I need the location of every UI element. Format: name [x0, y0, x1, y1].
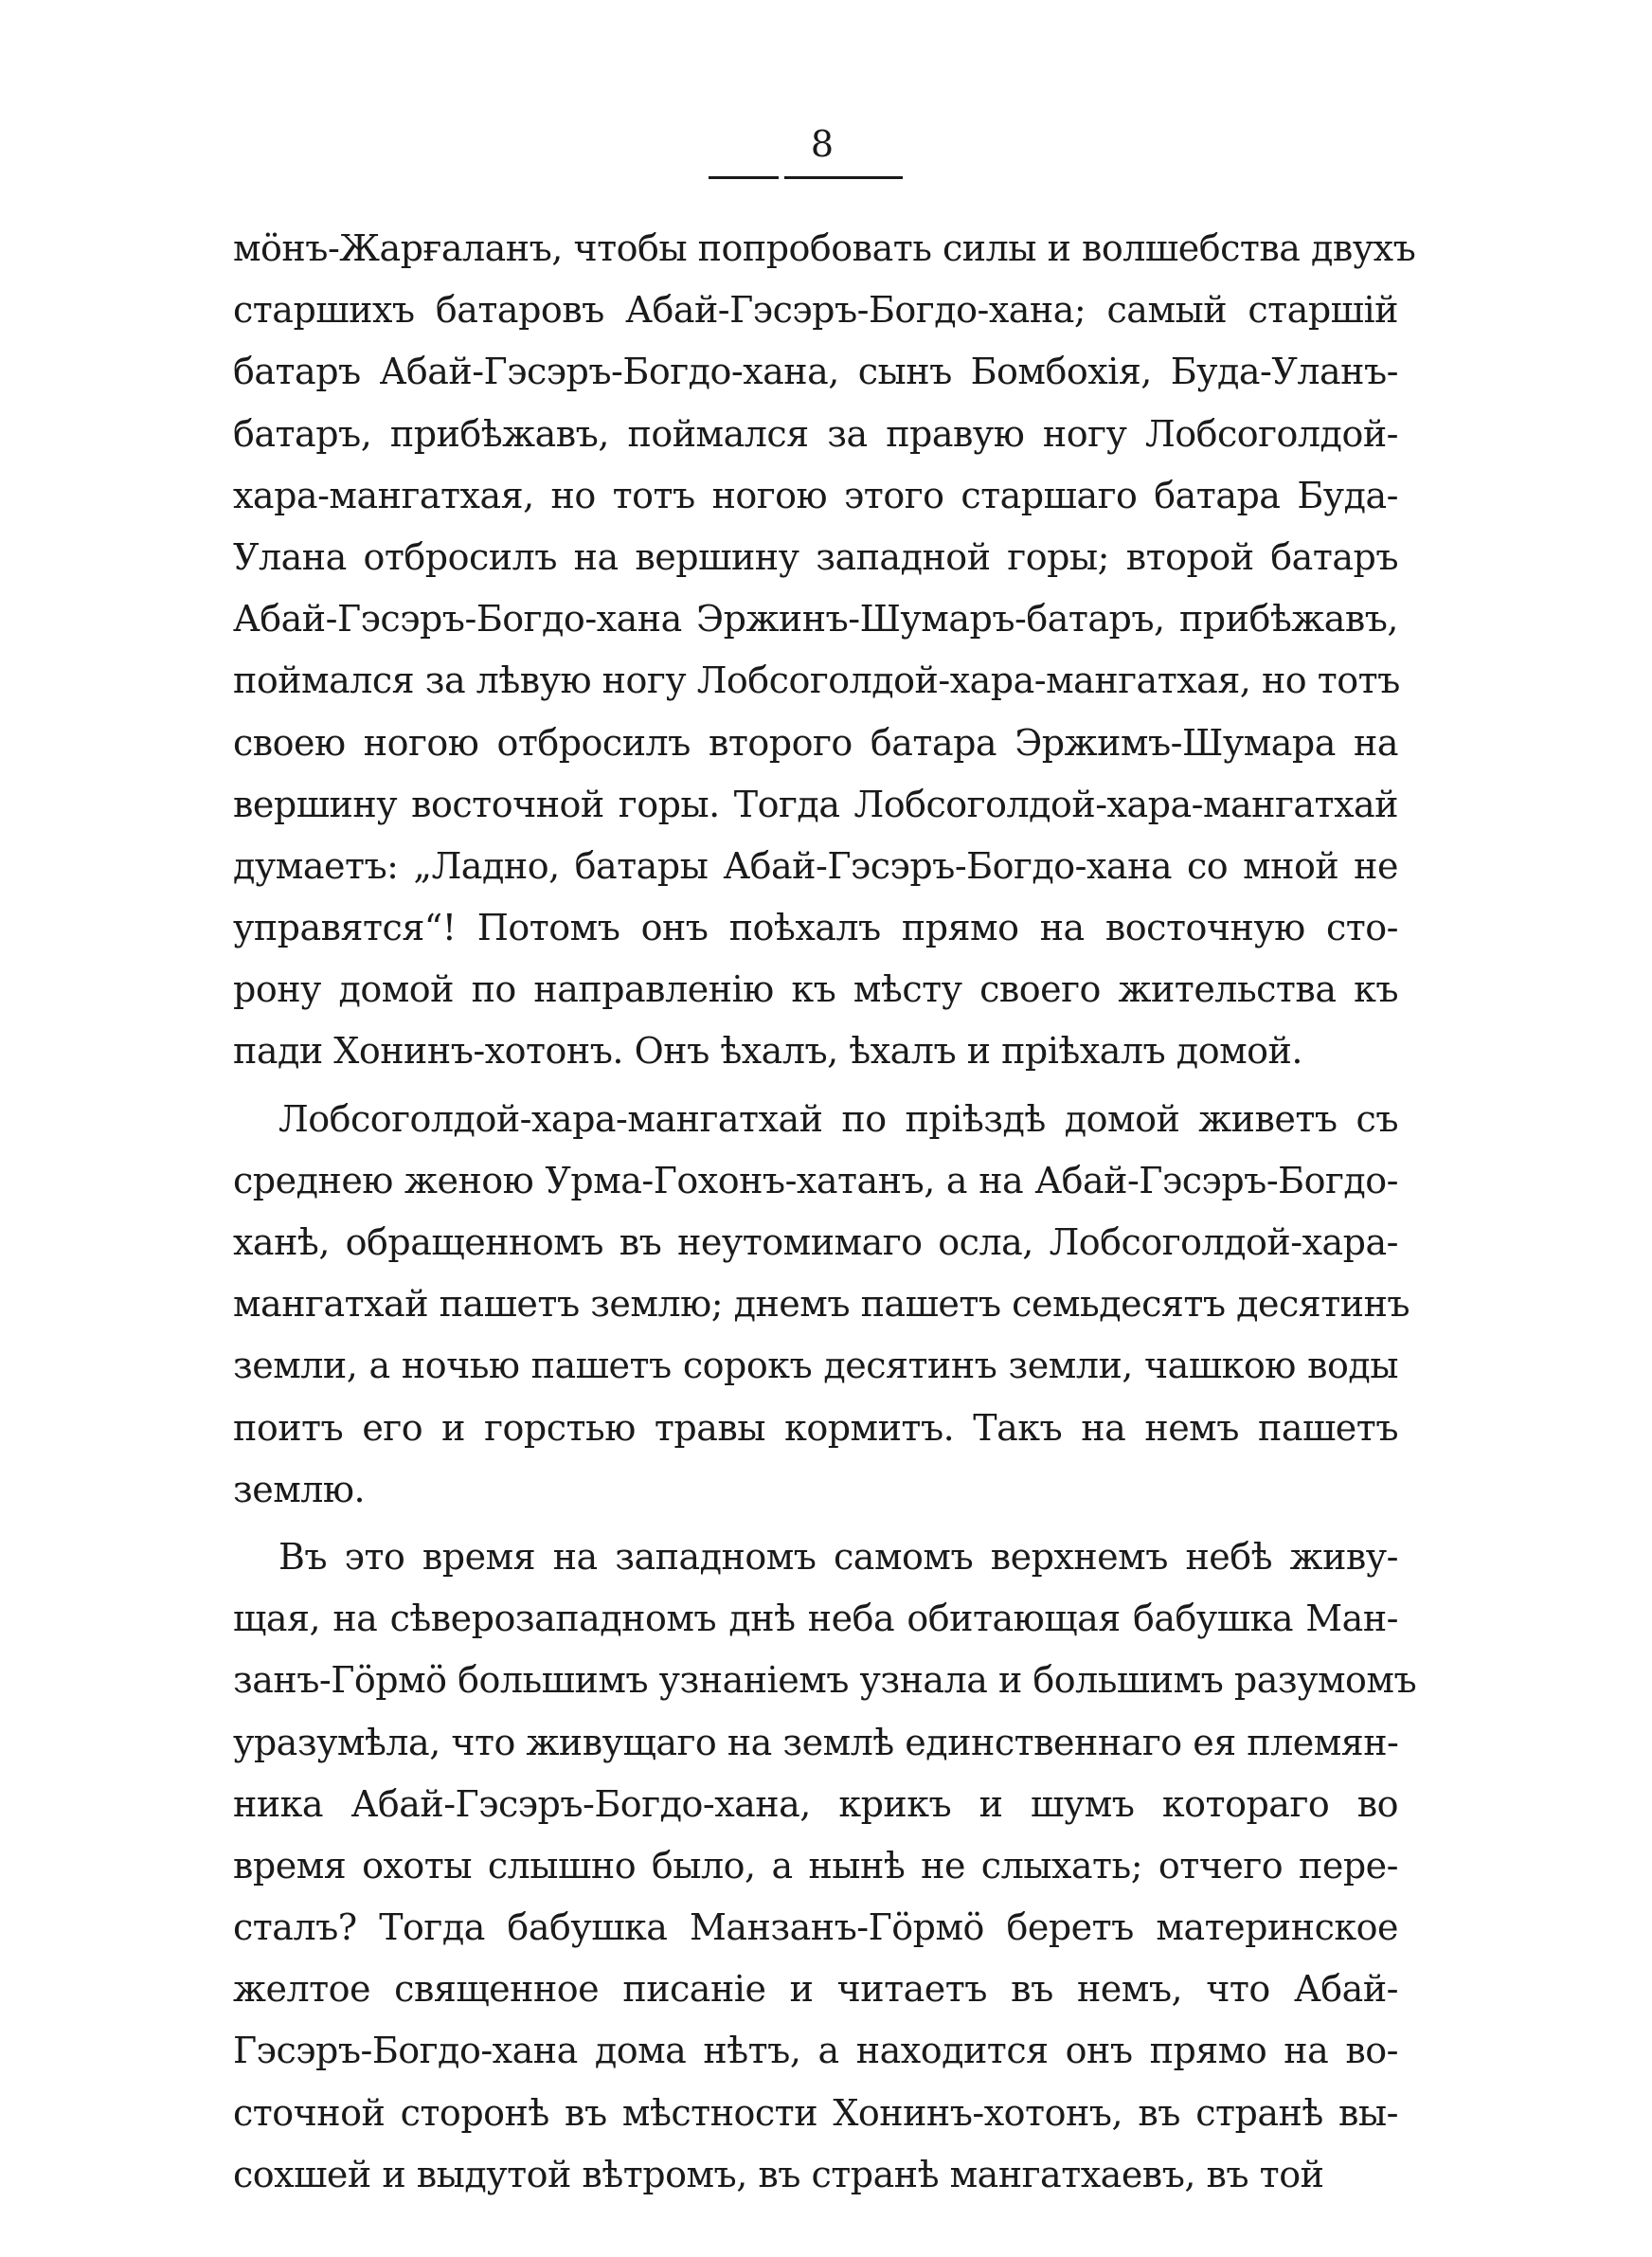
text-line: среднею женою Урма-Гохонъ-хатанъ, а на Абай-Гэсэръ-Богдо-	[233, 1159, 1398, 1201]
text-line: землю.	[233, 1468, 366, 1510]
text-line: батаръ Абай-Гэсэръ-Богдо-хана, сынъ Бомбохія, Буда-Уланъ-	[233, 351, 1398, 393]
text-line: Абай-Гэсэръ-Богдо-хана Эржинъ-Шумаръ-батаръ, прибѣжавъ,	[233, 598, 1398, 641]
header-rule-right	[784, 176, 903, 179]
text-line: сохшей и выдутой вѣтромъ, въ странѣ мангатхаевъ, въ той	[233, 2153, 1324, 2195]
page-header	[0, 121, 1652, 188]
text-line: хара-мангатхая, но тотъ ногою этого старшаго батара Буда-	[233, 474, 1398, 516]
text-line: управятся“! Потомъ онъ поѣхалъ прямо на восточную сто-	[233, 907, 1398, 949]
text-line: Лобсоголдой-хара-мангатхай по пріѣздѣ домой живетъ съ	[278, 1097, 1398, 1140]
text-line: поитъ его и горстью травы кормитъ. Такъ на немъ пашетъ	[233, 1406, 1398, 1449]
text-line: вершину восточной горы. Тогда Лобсоголдой-хара-мангатхай	[233, 783, 1398, 825]
body-text	[233, 218, 1417, 2206]
text-line: старшихъ батаровъ Абай-Гэсэръ-Богдо-хана; самый старшій	[233, 289, 1398, 332]
header-rule-left	[709, 176, 779, 179]
text-line: желтое священное писаніе и читаетъ въ немъ, что Абай-	[233, 1968, 1398, 2011]
text-line: батаръ, прибѣжавъ, поймался за правую ногу Лобсоголдой-	[233, 412, 1398, 455]
text-line: ника Абай-Гэсэръ-Богдо-хана, крикъ и шумъ котораго во	[233, 1782, 1398, 1825]
text-line: ханѣ, обращенномъ въ неутомимаго осла, Лобсоголдой-хара-	[233, 1221, 1398, 1263]
text-line: рону домой по направленію къ мѣсту своего жительства къ	[233, 968, 1398, 1011]
text-line: занъ-Гöрмö большимъ узнаніемъ узнала и большимъ разумомъ	[233, 1659, 1417, 1702]
text-line: сталъ? Тогда бабушка Манзанъ-Гöрмö беретъ материнское	[233, 1906, 1398, 1949]
text-line: Улана отбросилъ на вершину западной горы; второй батаръ	[233, 535, 1398, 578]
text-line: Въ это время на западномъ самомъ верхнемъ небѣ живу-	[278, 1535, 1398, 1578]
text-line: поймался за лѣвую ногу Лобсоголдой-хара-мангатхая, но тотъ	[233, 659, 1400, 702]
text-line: мангатхай пашетъ землю; днемъ пашетъ семьдесятъ десятинъ	[233, 1283, 1410, 1326]
text-line: пади Хонинъ-хотонъ. Онъ ѣхалъ, ѣхалъ и пріѣхалъ домой.	[233, 1030, 1302, 1073]
text-line: мöнъ-Жарғаланъ, чтобы попробовать силы и волшебства двухъ	[233, 227, 1416, 269]
text-line: своею ногою отбросилъ второго батара Эржимъ-Шумара на	[233, 721, 1398, 764]
text-line: земли, а ночью пашетъ сорокъ десятинъ земли, чашкою воды	[233, 1345, 1398, 1387]
text-line: время охоты слышно было, а нынѣ не слыхать; отчего пере-	[233, 1844, 1398, 1887]
text-line: думаетъ: „Ладно, батары Абай-Гэсэръ-Богдо-хана со мной не	[233, 844, 1398, 887]
page-number: 8	[810, 123, 835, 165]
text-line: сточной сторонѣ въ мѣстности Хонинъ-хотонъ, въ странѣ вы-	[233, 2091, 1398, 2134]
text-line: уразумѣла, что живущаго на землѣ единственнаго ея племян-	[233, 1721, 1399, 1763]
text-line: Гэсэръ-Богдо-хана дома нѣтъ, а находится онъ прямо на во-	[233, 2030, 1398, 2072]
text-line: щая, на сѣверозападномъ днѣ неба обитающая бабушка Ман-	[233, 1598, 1398, 1640]
